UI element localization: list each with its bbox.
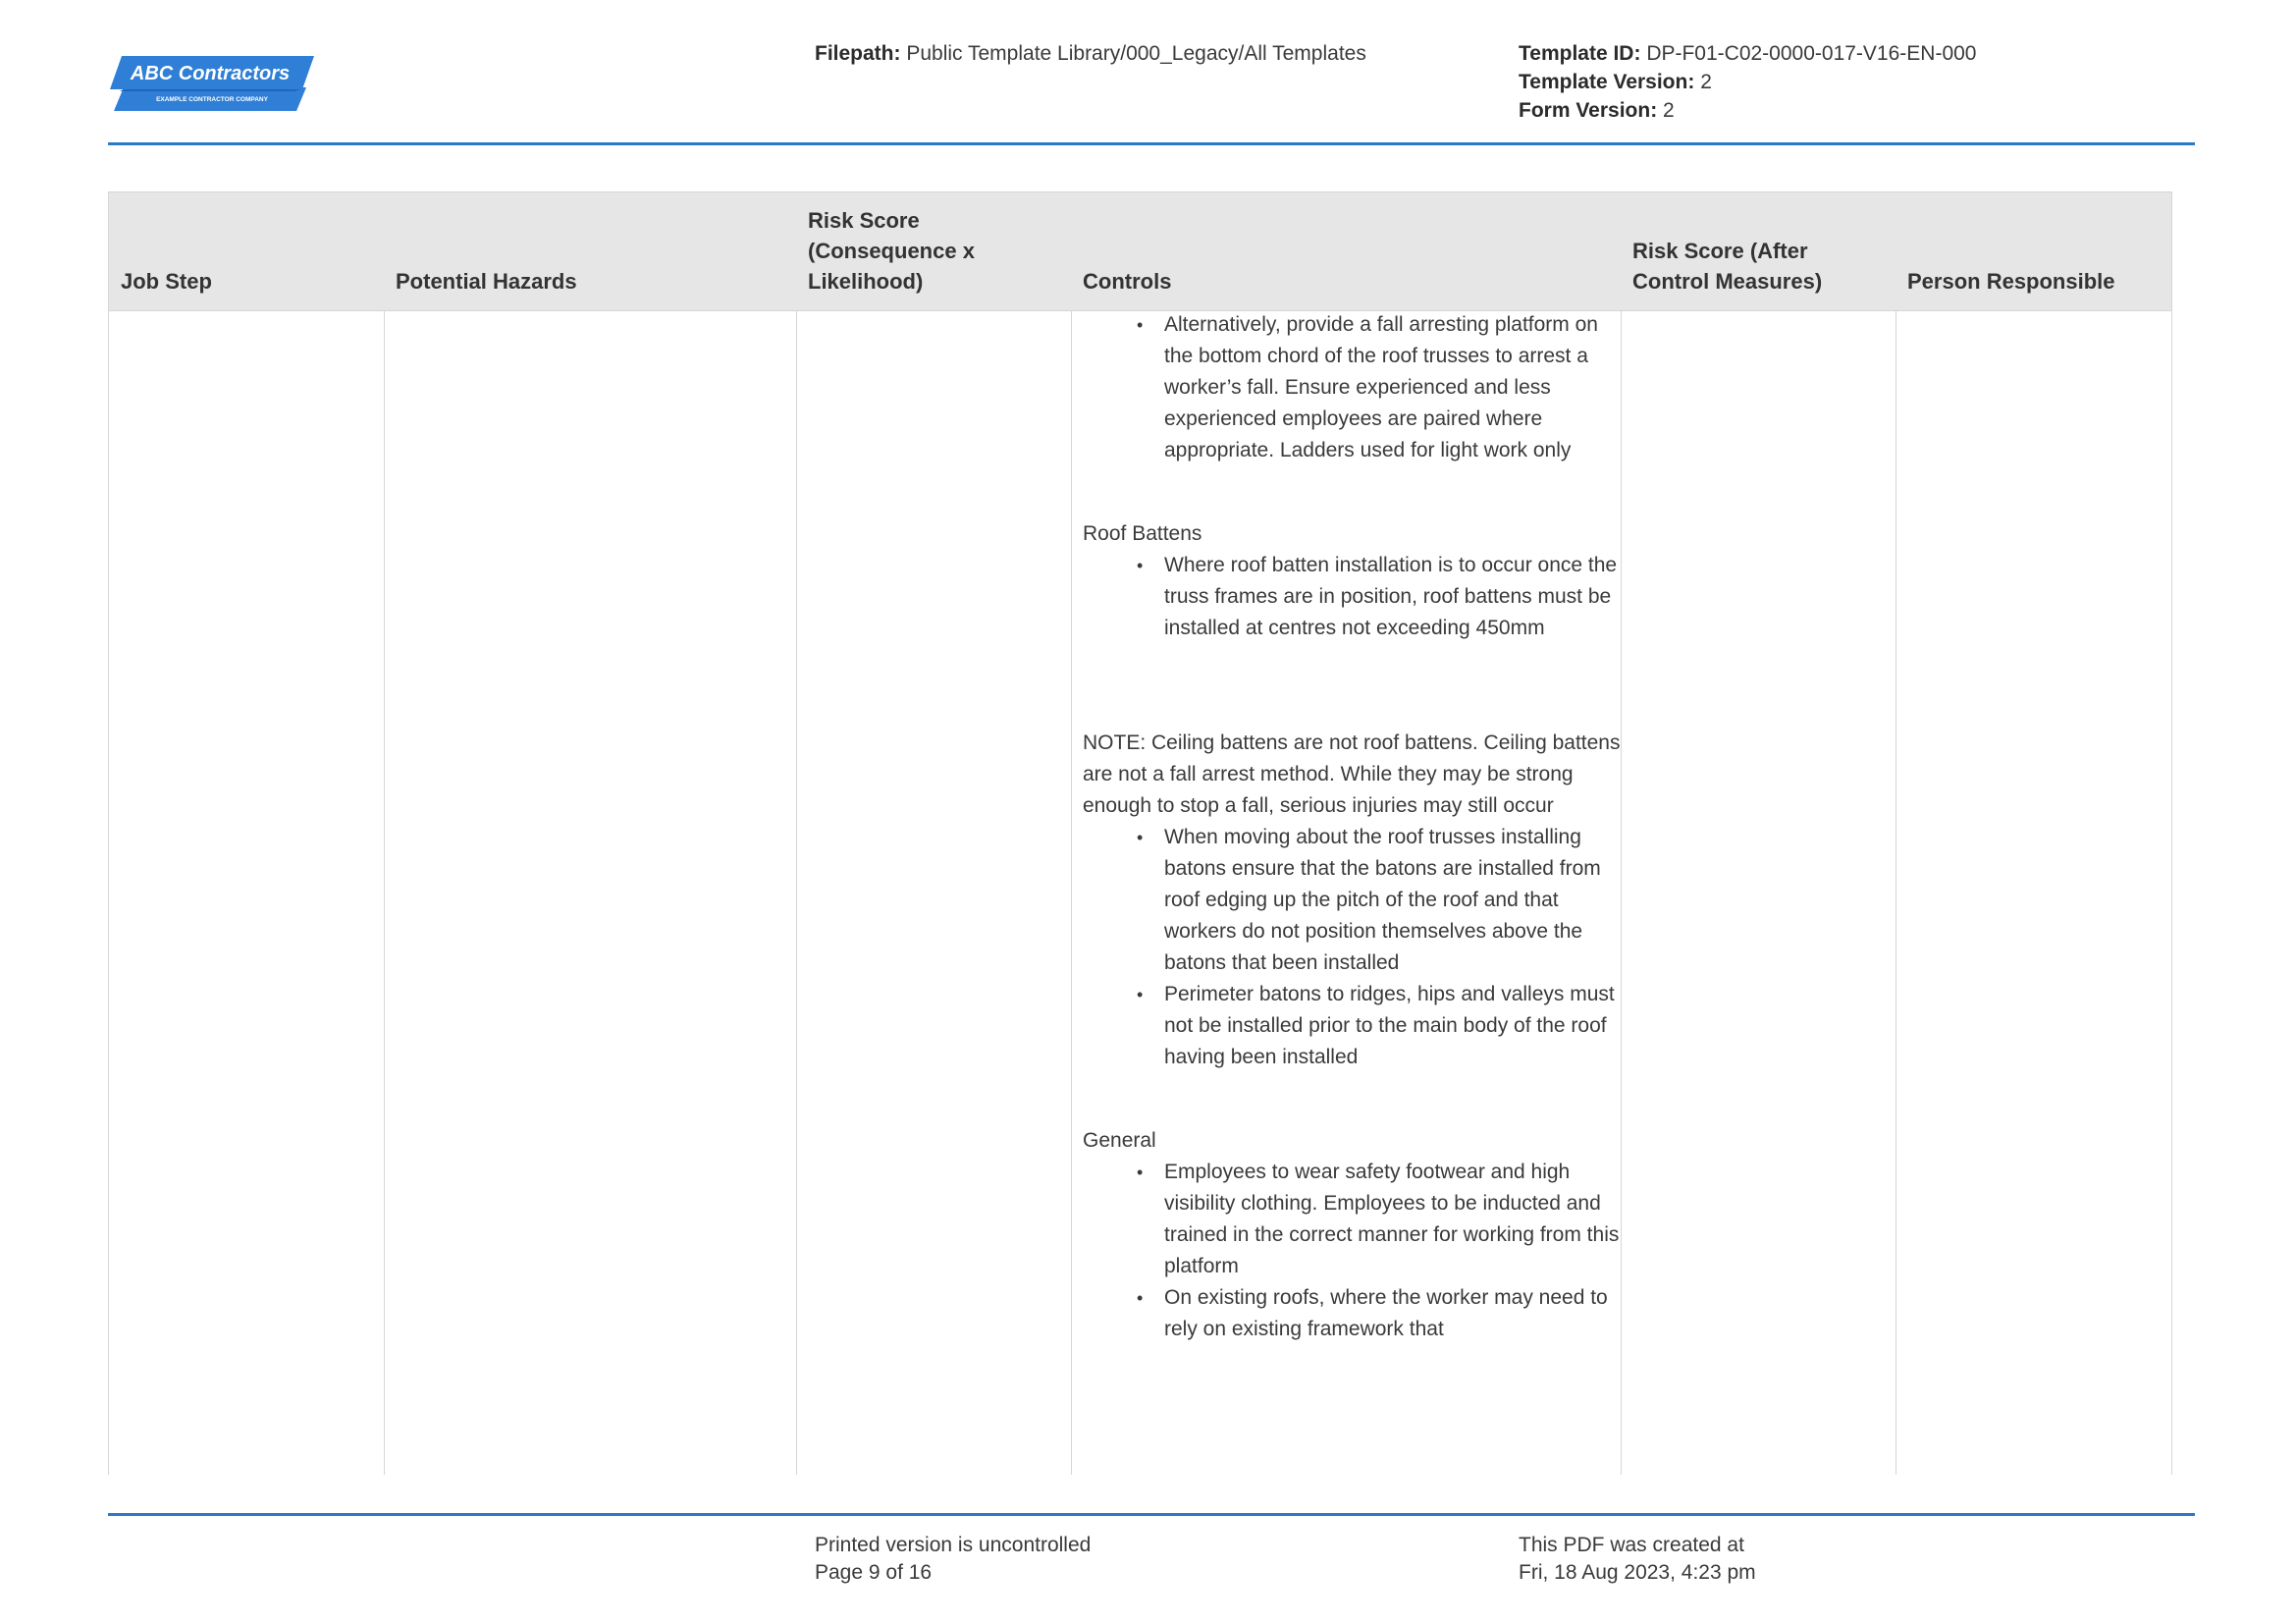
created-label: This PDF was created at <box>1519 1534 1744 1556</box>
col-header-person-responsible: Person Responsible <box>1907 269 2115 294</box>
column-divider <box>384 191 385 1475</box>
header-filepath <box>815 39 1366 68</box>
controls-cell <box>1083 309 1628 1345</box>
form-version-value: 2 <box>1663 99 1675 122</box>
logo-name: ABC Contractors <box>130 63 291 84</box>
uncontrolled-notice: Printed version is uncontrolled <box>815 1534 1092 1556</box>
list-item: • Employees to wear safety footwear and high visibility clothing. Employees to be inducted and trained in the correct manner for working from this platform <box>1164 1157 1628 1282</box>
form-version-label: Form Version: <box>1519 99 1658 122</box>
footer-created-info <box>1519 1532 1756 1587</box>
template-version-label: Template Version: <box>1519 71 1695 93</box>
list-item: • Where roof batten installation is to occur once the truss frames are in position, roof battens must be installed at centres not exceeding 450mm <box>1164 550 1628 644</box>
logo-tagline: EXAMPLE CONTRACTOR COMPANY <box>156 96 268 103</box>
footer-divider <box>108 1513 2195 1516</box>
filepath-value: Public Template Library/000_Legacy/All Templates <box>906 42 1366 65</box>
template-id-label: Template ID: <box>1519 42 1641 65</box>
bullet-list <box>1083 550 1628 644</box>
column-divider <box>796 191 797 1475</box>
header-divider <box>108 142 2195 145</box>
col-header-controls: Controls <box>1083 269 1172 294</box>
template-version-value: 2 <box>1700 71 1712 93</box>
note-text: NOTE: Ceiling battens are not roof battens. Ceiling battens are not a fall arrest method. While they may be strong enough to stop a fall, serious injuries may still occur <box>1083 731 1621 817</box>
list-item: • When moving about the roof trusses installing batons ensure that the batons are installed from roof edging up the pitch of the roof and that workers do not position themselves above the batons that been installed <box>1164 822 1628 979</box>
bullet-list <box>1083 1157 1628 1345</box>
created-date: Fri, 18 Aug 2023, 4:23 pm <box>1519 1561 1756 1584</box>
column-divider <box>1071 191 1072 1475</box>
company-logo <box>110 54 314 111</box>
col-header-potential-hazards: Potential Hazards <box>396 269 577 294</box>
list-item: • Alternatively, provide a fall arresting platform on the bottom chord of the roof trusses to arrest a worker’s fall. Ensure experienced and less experienced employees are paired where appropriate. Ladders used for light work only <box>1164 309 1628 466</box>
col-header-risk-score: Risk Score (Consequence x Likelihood) <box>808 208 975 294</box>
table-header <box>109 191 2171 311</box>
page-number: Page 9 of 16 <box>815 1561 933 1584</box>
footer-print-info <box>815 1532 1091 1587</box>
section-heading-general: General <box>1083 1129 1156 1152</box>
section-heading-roof-battens: Roof Battens <box>1083 522 1202 545</box>
template-id-value: DP-F01-C02-0000-017-V16-EN-000 <box>1646 42 1977 65</box>
list-item: • Perimeter batons to ridges, hips and valleys must not be installed prior to the main body of the roof having been installed <box>1164 979 1628 1073</box>
bullet-list <box>1083 309 1628 466</box>
filepath-label: Filepath: <box>815 42 901 65</box>
list-item: • On existing roofs, where the worker may need to rely on existing framework that <box>1164 1282 1628 1345</box>
col-header-risk-score-after: Risk Score (After Control Measures) <box>1632 239 1823 294</box>
risk-table <box>108 191 2172 1475</box>
bullet-list <box>1083 822 1628 1073</box>
col-header-job-step: Job Step <box>121 269 212 294</box>
header-template-info <box>1519 39 1976 125</box>
